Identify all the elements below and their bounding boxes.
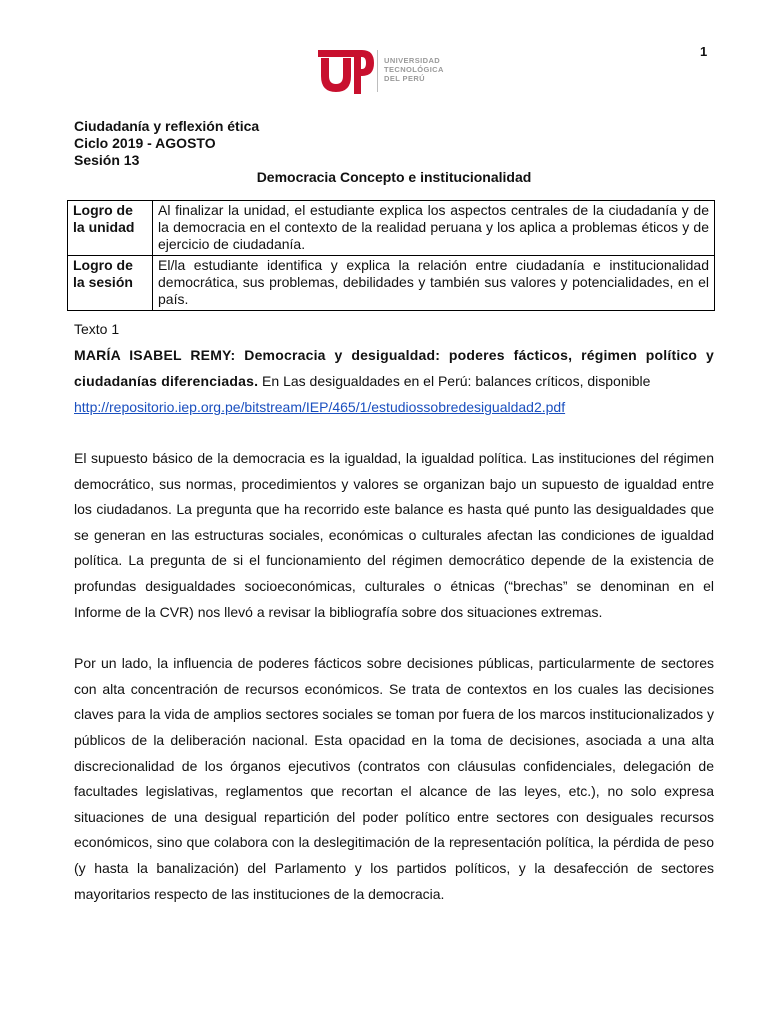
objective-text: Al finalizar la unidad, el estudiante explica los aspectos centrales de la ciudadanía y de la democracia en el contexto de la realidad peruana y los aplica a problemas éticos y de ejercicio de ciudadanía. (153, 201, 715, 256)
table-row (68, 256, 715, 311)
reading-content (74, 316, 714, 921)
logo-divider (377, 50, 378, 92)
cycle-label: Ciclo 2019 - AGOSTO (74, 135, 216, 151)
objective-label: Logro de la unidad (68, 201, 153, 256)
reading-link[interactable]: http://repositorio.iep.org.pe/bitstream/IEP/465/1/estudiossobredesigualdad2.pdf (74, 399, 566, 415)
objective-text: El/la estudiante identifica y explica la relación entre ciudadanía e institucionalidad democrática, sus problemas, debilidades y también sus valores y potencialidades, en el país. (153, 256, 715, 311)
document-title: Democracia Concepto e institucionalidad (256, 169, 532, 185)
page-number: 1 (700, 44, 708, 59)
reading-author-title: MARÍA ISABEL REMY: Democracia y desigualdad: poderes fácticos, régimen político y ciudadanías diferenciadas. (74, 347, 714, 389)
objectives-table (67, 200, 715, 311)
reading-label: Texto 1 (74, 321, 120, 337)
document-header (74, 118, 714, 186)
reading-reference (74, 342, 714, 420)
paragraph: Por un lado, la influencia de poderes fácticos sobre decisiones públicas, particularmente de sectores con alta concentración de recursos económicos. Se trata de contextos en los cuales las decisiones claves para la vida de amplios sectores sociales se toman por fuera de los marcos institucionalizados y públicos de la deliberación nacional. Esta opacidad en la toma de decisiones, asociada a una alta discrecionalidad de los órganos ejecutivos (contratos con cláusulas confidenciales, delegación de facultades legislativas, reglamentos que recortan el alcance de las leyes, etc.), no solo expresa situaciones de una desigual repartición del poder político entre sectores con desiguales recursos económicos, sino que colabora con la deslegitimación de la representación política, la pérdida de peso (y hasta la banalización) del Parlamento y los partidos políticos, y la desafección de sectores mayoritarios respecto de las instituciones de la democracia. (74, 655, 714, 902)
session-label: Sesión 13 (74, 152, 140, 168)
paragraph: El supuesto básico de la democracia es la igualdad, la igualdad política. Las instituciones del régimen democrático, sus normas, procedimientos y valores se organizan bajo un supuesto de igualdad entre los ciudadanos. La pregunta que ha recorrido este balance es hasta qué punto las desigualdades que se generan en las estructuras sociales, económicas o culturales afectan las condiciones de igualdad política. La pregunta de si el funcionamiento del régimen democrático depende de la existencia de profundas desigualdades socioeconómicas, culturales o étnicas (“brechas” se denominan en el Informe de la CVR) nos llevó a revisar la bibliografía sobre dos situaciones extremas. (74, 450, 714, 620)
objective-label: Logro de la sesión (68, 256, 153, 311)
utp-logo-mark-icon (318, 46, 376, 96)
table-row (68, 201, 715, 256)
course-name: Ciudadanía y reflexión ética (74, 118, 260, 134)
utp-logo (318, 46, 458, 96)
reading-source: En Las desigualdades en el Perú: balances críticos, disponible (258, 373, 651, 389)
logo-wordmark: UNIVERSIDAD TECNOLÓGICA DEL PERÚ (384, 56, 444, 84)
